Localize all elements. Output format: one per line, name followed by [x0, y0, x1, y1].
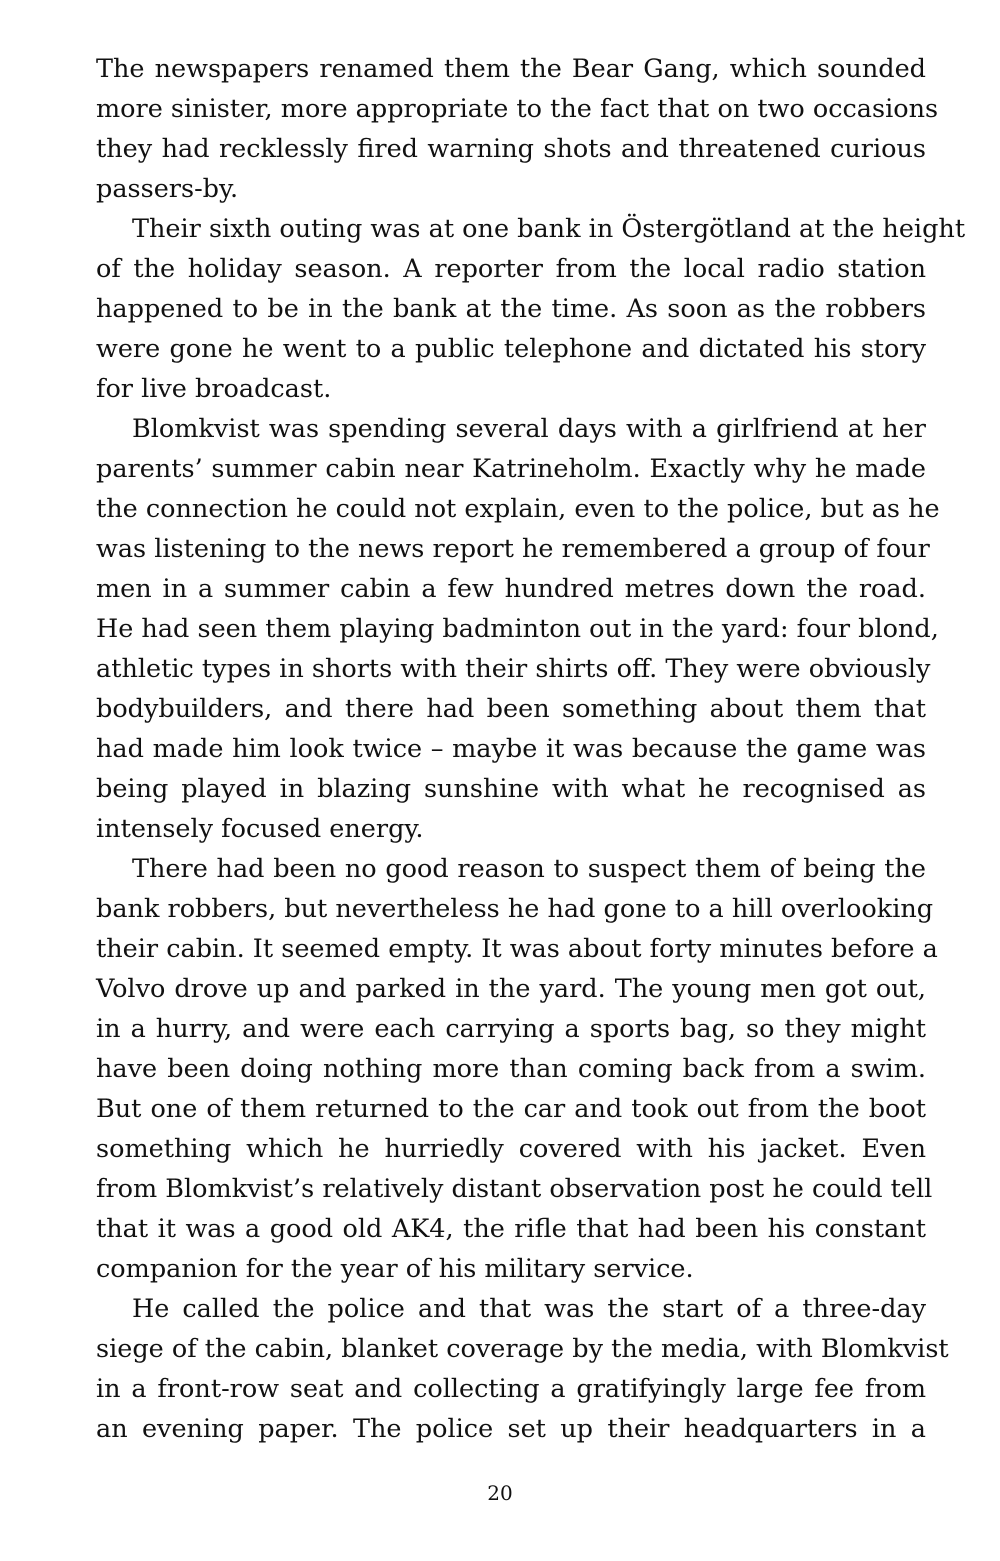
text-line: Volvo drove up and parked in the yard. The young men got out, [96, 974, 926, 1004]
text-line: men in a summer cabin a few hundred metres down the road. [96, 574, 926, 604]
text-line: an evening paper. The police set up their headquarters in a [96, 1414, 926, 1444]
text-line: have been doing nothing more than coming back from a swim. [96, 1054, 926, 1084]
text-line: the connection he could not explain, even to the police, but as he [96, 494, 940, 524]
text-line: athletic types in shorts with their shirts off. They were obviously [96, 654, 931, 684]
text-line: Their sixth outing was at one bank in Östergötland at the height [132, 214, 966, 244]
page-number: 20 [487, 1481, 513, 1505]
paragraph [96, 49, 939, 209]
text-line: passers-by. [96, 174, 239, 204]
text-line: He called the police and that was the start of a three-day [132, 1294, 926, 1324]
text-line: for live broadcast. [96, 374, 332, 404]
paragraph [96, 849, 938, 1289]
text-line: The newspapers renamed them the Bear Gang, which sounded [96, 54, 926, 84]
text-line: in a front-row seat and collecting a gratifyingly large fee from [96, 1374, 926, 1404]
text-line: had made him look twice – maybe it was because the game was [96, 734, 926, 764]
text-line: happened to be in the bank at the time. As soon as the robbers [96, 294, 926, 324]
text-line: He had seen them playing badminton out in the yard: four blond, [96, 614, 939, 644]
paragraph [96, 209, 966, 409]
text-line: from Blomkvist’s relatively distant observation post he could tell [96, 1174, 933, 1204]
text-line: of the holiday season. A reporter from the local radio station [96, 254, 926, 284]
text-line: Blomkvist was spending several days with a girlfriend at her [132, 414, 926, 444]
text-line: that it was a good old AK4, the rifle that had been his constant [96, 1214, 926, 1244]
text-line: were gone he went to a public telephone and dictated his story [96, 334, 926, 364]
text-line: There had been no good reason to suspect them of being the [132, 854, 926, 884]
paragraph [96, 1289, 949, 1449]
text-line: they had recklessly fired warning shots and threatened curious [96, 134, 926, 164]
text-line: But one of them returned to the car and took out from the boot [96, 1094, 926, 1124]
text-line: siege of the cabin, blanket coverage by the media, with Blomkvist [96, 1334, 949, 1364]
text-line: companion for the year of his military service. [96, 1254, 694, 1284]
paragraph [96, 409, 940, 849]
text-line: was listening to the news report he remembered a group of four [96, 534, 930, 564]
text-line: intensely focused energy. [96, 814, 424, 844]
text-line: bank robbers, but nevertheless he had gone to a hill overlooking [96, 894, 934, 924]
text-line: in a hurry, and were each carrying a sports bag, so they might [96, 1014, 926, 1044]
text-line: their cabin. It seemed empty. It was about forty minutes before a [96, 934, 938, 964]
text-line: something which he hurriedly covered with his jacket. Even [96, 1134, 926, 1164]
body-text [96, 49, 966, 1449]
text-line: parents’ summer cabin near Katrineholm. Exactly why he made [96, 454, 926, 484]
text-line: bodybuilders, and there had been something about them that [96, 694, 926, 724]
text-line: being played in blazing sunshine with what he recognised as [96, 774, 926, 804]
text-line: more sinister, more appropriate to the fact that on two occasions [96, 94, 939, 124]
